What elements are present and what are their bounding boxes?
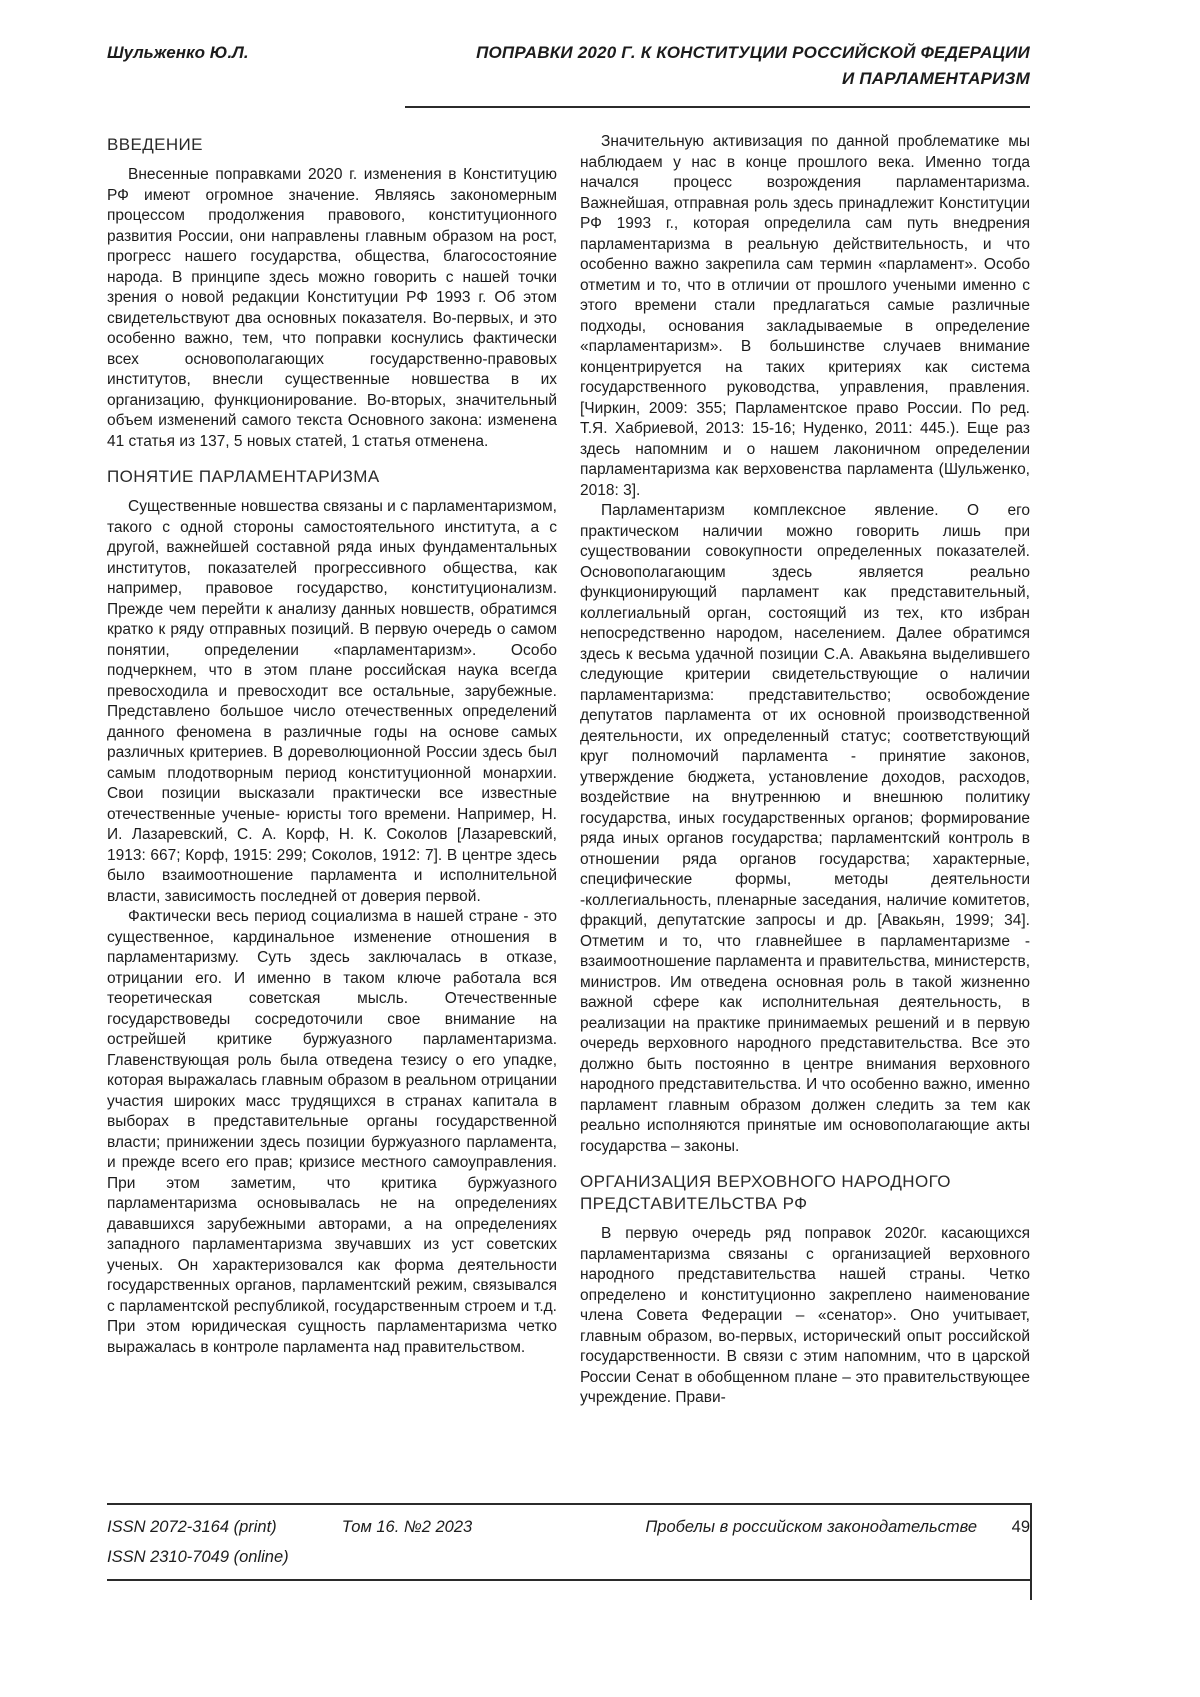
section-heading-concept: ПОНЯТИЕ ПАРЛАМЕНТАРИЗМА: [107, 467, 380, 486]
right-column: [580, 132, 1030, 1505]
footer-rule-bottom: [107, 1579, 1030, 1581]
page-header: [107, 40, 1030, 92]
section-heading-introduction: ВВЕДЕНИЕ: [107, 135, 203, 154]
section-heading-organization: ОРГАНИЗАЦИЯ ВЕРХОВНОГО НАРОДНОГО ПРЕДСТАВИТЕЛЬСТВА РФ: [580, 1172, 951, 1213]
issn-print: ISSN 2072-3164 (print): [107, 1518, 277, 1536]
footer-content: [107, 1505, 1030, 1579]
page-number: 49: [1011, 1518, 1030, 1536]
footer-vertical-rule: [1030, 1503, 1032, 1600]
article-body: [107, 132, 1030, 1505]
page-content: [107, 40, 1030, 1505]
issn-online: ISSN 2310-7049 (online): [107, 1548, 289, 1566]
paragraph: Парламентаризм комплексное явление. О его практическом наличии можно говорить лишь при существовании совокупности определенных показателей. Основополагающим здесь является реально функционирующий парламент как представительный, коллегиальный орган, состоящий из тех, кто избран непосредственно народом, населением. Далее обратимся здесь к весьма удачной позиции С.А. Авакьяна выделившего следующие критерии свидетельствующие о наличии парламентаризма: представительство; освобождение депутатов парламента от их основной производственной деятельности, их определенный статус; соответствующий круг полномочий парламента - принятие законов, утверждение бюджета, установление доходов, расходов, воздействие на внутреннюю и внешнюю политику государства, иных государственных органов; формирование ряда иных органов государства; парламентский контроль в отношении ряда органов государства; характерные, специфические формы, методы деятельности -коллегиальность, пленарные заседания, наличие комитетов, фракций, депутатские запросы и др. [Авакьян, 1999; 34]. Отметим и то, что главнейшее в парламентаризме - взаимоотношение парламента и правительства, министерств, министров. Им отведена основная роль в такой жизненно важной сфере как исполнительная деятельность, в реализации на практике принимаемых решений и в первую очередь верховного народного представительства. Все это должно быть постоянно в центре внимания верховного народного представительства. И что особенно важно, именно парламент главным образом должен следить за тем как реально исполняются принятые им основополагающие акты государства – законы.: [580, 502, 1030, 1155]
article-title: [476, 40, 1030, 92]
paragraph: Внесенные поправками 2020 г. изменения в Конституцию РФ имеют огромное значение. Являясь закономерным процессом продолжения правового, конституционного развития России, они направлены главным образом на рост, прогресс нашего государства, общества, благосостояние народа. В принципе здесь можно говорить с нашей точки зрения о новой редакции Конституции РФ 1993 г. Об этом свидетельствуют два основных показателя. Во-первых, и это особенно важно, тем, что поправки коснулись фактически всех основополагающих государственно-правовых институтов, внесли существенные новшества в их организацию, функционирование. Во-вторых, значительный объем изменений самого текста Основного закона: изменена 41 статья из 137, 5 новых статей, 1 статья отменена.: [107, 166, 557, 450]
left-column: [107, 132, 557, 1505]
author-name: Шульженко Ю.Л.: [107, 43, 249, 62]
paragraph: Фактически весь период социализма в нашей стране - это существенное, кардинальное изменение отношения в парламентаризму. Суть здесь заключалась в отказе, отрицании его. И именно в таком ключе работала вся теоретическая советская мысль. Отечественные государствоведы сосредоточили свое внимание на острейшей критике буржуазного парламентаризма. Главенствующая роль была отведена тезису о его упадке, которая выражалась главным образом в реальном отрицании участия широких масс трудящихся в странах капитала в выборах в представительные органы государственной власти; принижении здесь позиции буржуазного парламента, и прежде всего его прав; кризисе местного самоуправления. При этом заметим, что критика буржуазного парламентаризма основывалась не на определениях дававшихся зарубежными авторами, а на определениях западного парламентаризма звучавших из уст советских ученых. Он характеризовался как форма деятельности государственных органов, парламентский режим, связывался с парламентской республикой, государственным строем и т.д. При этом юридическая сущность парламентаризма четко выражалась в контроле парламента над правительством.: [107, 908, 557, 1356]
journal-name: Пробелы в российском законодательстве: [645, 1518, 978, 1536]
journal-name-block: [645, 1512, 1030, 1542]
paragraph: В первую очередь ряд поправок 2020г. касающихся парламентаризма связаны с организацией верховного народного представительства нашей страны. Четко определено и конституционно закреплено наименование члена Совета Федерации – «сенатор». Оно учитывает, главным образом, во-первых, исторический опыт российской государственности. В связи с этим напомним, что в царской России Сенат в обобщенном плане – это правительствующее учреждение. Прави-: [580, 1225, 1030, 1406]
paragraph: Значительную активизация по данной проблематике мы наблюдаем у нас в конце прошлого века. Именно тогда начался процесс возрождения парламентаризма. Важнейшая, отправная роль здесь принадлежит Конституции РФ 1993 г., которая определила сам путь внедрения парламентаризма в реальную действительность, и что особенно важно закрепила сам термин «парламент». Особо отметим и то, что в отличии от прошлого учеными именно с этого времени стали предлагаться самые различные подходы, основания закладываемые в определение «парламентаризм». В большинстве случаев внимание концентрируется на таких критериях как система государственного руководства, управления, правления. [Чиркин, 2009: 355; Парламентское право России. По ред. Т.Я. Хабриевой, 2013: 15-16; Нуденко, 2011: 445.). Еще раз здесь напомним и о нашем лаконичном определении парламентаризма как верховенства парламента (Шульженко, 2018: 3].: [580, 133, 1030, 499]
issn-block: [107, 1512, 289, 1572]
header-rule: [405, 106, 1030, 108]
article-title-line2: И ПАРЛАМЕНТАРИЗМ: [842, 69, 1030, 88]
paragraph: Существенные новшества связаны и с парламентаризмом, такого с одной стороны самостоятельного института, а с другой, важнейшей составной ряда иных фундаментальных институтов, показателей прогрессивного общества, как например, правовое государство, конституционализм. Прежде чем перейти к анализу данных новшеств, обратимся кратко к ряду отправных позиций. В первую очередь о самом понятии, определении «парламентаризм». Особо подчеркнем, что в этом плане российская наука всегда превосходила и превосходит все остальные, зарубежные. Представлено большое число отечественных определений данного феномена в различные годы на основе самых различных критериев. В дореволюционной России здесь был самым плодотворным период конституционной монархии. Свои позиции высказали практически все известные отечественные ученые- юристы того времени. Например, Н. И. Лазаревский, С. А. Корф, Н. К. Соколов [Лазаревский, 1913: 667; Корф, 1915: 299; Соколов, 1912: 7]. В центре здесь было взаимоотношение парламента и исполнительной власти, зависимость последней от доверия первой.: [107, 498, 557, 905]
volume-issue: Том 16. №2 2023: [341, 1518, 473, 1536]
article-title-line1: ПОПРАВКИ 2020 Г. К КОНСТИТУЦИИ РОССИЙСКОЙ ФЕДЕРАЦИИ: [476, 43, 1030, 62]
page-footer: [107, 1503, 1030, 1581]
